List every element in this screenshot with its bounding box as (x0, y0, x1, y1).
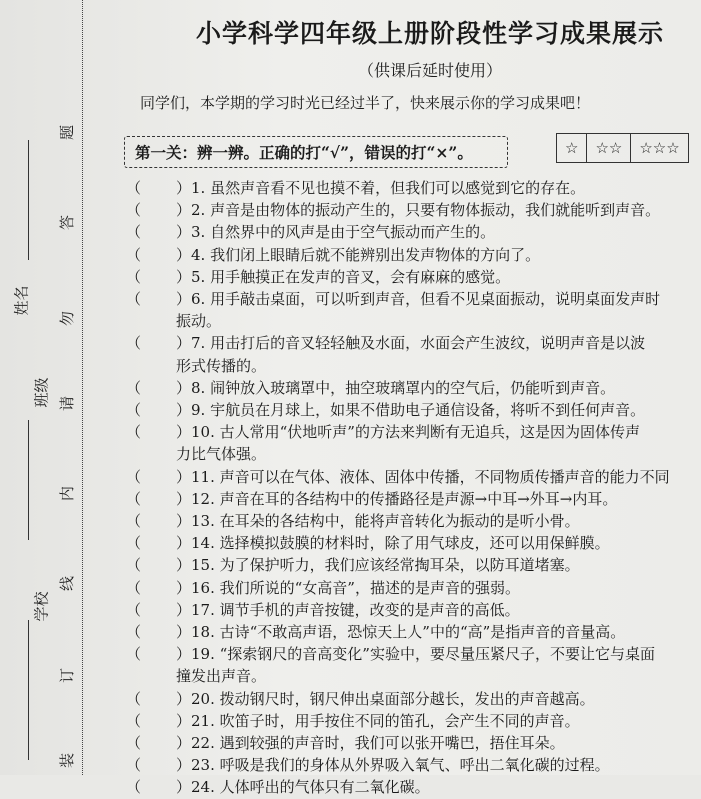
question-item (126, 532, 701, 554)
page-title: 小学科学四年级上册阶段性学习成果展示 (195, 19, 664, 48)
seal-char: 勿 (58, 310, 77, 327)
intro-text: 同学们，本学期的学习时光已经过半了，快来展示你的学习成果吧！ (140, 94, 591, 112)
question-item (126, 288, 701, 310)
question-item (126, 732, 701, 754)
question-item (126, 377, 701, 399)
answer-blank[interactable]: （ (126, 734, 142, 753)
question-text: ）20. 拨动钢尺时，钢尺伸出桌面部分越长，发出的声音越高。 (176, 689, 595, 708)
question-text: ）3. 自然界中的风声是由于空气振动而产生的。 (176, 223, 496, 242)
answer-blank[interactable]: （ (126, 556, 142, 575)
school-underline (28, 620, 29, 760)
answer-blank[interactable]: （ (126, 623, 142, 642)
question-item (126, 643, 701, 665)
question-text: ）5. 用手触摸正在发声的音叉，会有麻麻的感觉。 (176, 267, 511, 286)
page-subtitle: （供课后延时使用） (357, 61, 502, 80)
question-item (126, 221, 701, 243)
question-text: ）18. 古诗“不敢高声语，恐惊天上人”中的“高”是指声音的音量高。 (176, 623, 626, 642)
question-text: ）19. “探索钢尺的音高变化”实验中，要尽量压紧尺子，不要让它与桌面 (176, 645, 655, 664)
star-cell[interactable]: ☆ (557, 134, 587, 162)
question-text: ）22. 遇到较强的声音时，我们可以张开嘴巴，捂住耳朵。 (176, 734, 565, 753)
question-text: ）4. 我们闭上眼睛后就不能辨别出发声物体的方向了。 (176, 245, 541, 264)
question-text: ）12. 声音在耳的各结构中的传播路径是声源→中耳→外耳→内耳。 (176, 489, 618, 508)
answer-blank[interactable]: （ (126, 778, 142, 797)
question-text: ）8. 闹钟放入玻璃罩中，抽空玻璃罩内的空气后，仍能听到声音。 (176, 378, 616, 397)
answer-blank[interactable]: （ (126, 600, 142, 619)
answer-blank[interactable]: （ (126, 223, 142, 242)
question-text: ）14. 选择模拟鼓膜的材料时，除了用气球皮，还可以用保鲜膜。 (176, 534, 610, 553)
answer-blank[interactable]: （ (126, 645, 142, 664)
star-cell[interactable]: ☆☆☆ (639, 139, 680, 157)
question-continuation (126, 310, 701, 332)
question-item (126, 754, 701, 776)
question-text: ）23. 呼吸是我们的身体从外界吸入氧气、呼出二氧化碳的过程。 (176, 756, 610, 775)
answer-blank[interactable]: （ (126, 334, 142, 353)
name-underline (28, 140, 29, 260)
question-text: ）10. 古人常用“伏地听声”的方法来判断有无追兵，这是因为固体传声 (176, 423, 640, 442)
answer-blank[interactable]: （ (126, 711, 142, 730)
answer-blank[interactable]: （ (126, 401, 142, 420)
name-label: 姓名 (12, 285, 31, 316)
question-text: ）16. 我们所说的“女高音”，描述的是声音的强弱。 (176, 578, 520, 597)
question-text: ）15. 为了保护听力，我们应该经常掏耳朵，以防耳道堵塞。 (176, 556, 580, 575)
question-item (126, 688, 701, 710)
question-text: ）7. 用击打后的音叉轻轻触及水面，水面会产生波纹，说明声音是以波 (176, 334, 646, 353)
answer-blank[interactable]: （ (126, 378, 142, 397)
class-label: 班级 (32, 377, 51, 408)
question-item (126, 510, 701, 532)
answer-blank[interactable]: （ (126, 689, 142, 708)
school-label: 学校 (32, 591, 51, 622)
section-heading: 第一关：辨一辨。正确的打“√”，错误的打“×”。 (124, 136, 508, 168)
question-text-continued: 形式传播的。 (176, 356, 267, 375)
seal-char: 请 (58, 395, 77, 412)
question-text-continued: 撞发出声音。 (176, 667, 267, 686)
question-text: ）13. 在耳朵的各结构中，能将声音转化为振动的是听小骨。 (176, 512, 580, 531)
question-item (126, 599, 701, 621)
question-item (126, 466, 701, 488)
question-item (126, 199, 701, 221)
answer-blank[interactable]: （ (126, 756, 142, 775)
question-text-continued: 力比气体强。 (176, 445, 267, 464)
answer-blank[interactable]: （ (126, 245, 142, 264)
class-underline (28, 420, 29, 540)
question-continuation (126, 665, 701, 687)
question-item (126, 577, 701, 599)
seal-char: 内 (58, 485, 77, 502)
seal-char: 订 (58, 667, 77, 684)
question-list (126, 177, 701, 799)
seal-char: 装 (58, 752, 77, 769)
question-continuation (126, 443, 701, 465)
question-text: ）21. 吹笛子时，用手按住不同的笛孔，会产生不同的声音。 (176, 711, 580, 730)
question-item (126, 776, 701, 798)
seal-char: 答 (58, 214, 77, 231)
answer-blank[interactable]: （ (126, 534, 142, 553)
answer-blank[interactable]: （ (126, 267, 142, 286)
question-item (126, 177, 701, 199)
question-text: ）2. 声音是由物体的振动产生的，只要有物体振动，我们就能听到声音。 (176, 201, 661, 220)
question-text: ）11. 声音可以在气体、液体、固体中传播，不同物质传播声音的能力不同 (176, 467, 670, 486)
answer-blank[interactable]: （ (126, 290, 142, 309)
answer-blank[interactable]: （ (126, 201, 142, 220)
question-item (126, 488, 701, 510)
question-continuation (126, 355, 701, 377)
question-text-continued: 振动。 (176, 312, 222, 331)
star-rating-box (556, 133, 689, 163)
question-text: ）17. 调节手机的声音按键，改变的是声音的高低。 (176, 600, 520, 619)
seal-char: 线 (58, 575, 77, 592)
question-text: ）6. 用手敲击桌面，可以听到声音，但看不见桌面振动，说明桌面发声时 (176, 290, 661, 309)
binding-margin (0, 0, 118, 775)
question-text: ）24. 人体呼出的气体只有二氧化碳。 (176, 778, 430, 797)
question-item (126, 266, 701, 288)
question-item (126, 710, 701, 732)
seal-char: 题 (58, 124, 77, 141)
question-item (126, 421, 701, 443)
question-item (126, 399, 701, 421)
answer-blank[interactable]: （ (126, 489, 142, 508)
answer-blank[interactable]: （ (126, 512, 142, 531)
answer-blank[interactable]: （ (126, 467, 142, 486)
answer-blank[interactable]: （ (126, 423, 142, 442)
question-item (126, 621, 701, 643)
seal-line (82, 0, 83, 775)
question-text: ）1. 虽然声音看不见也摸不着，但我们可以感觉到它的存在。 (176, 179, 586, 197)
question-item (126, 332, 701, 354)
question-item (126, 554, 701, 576)
star-cell[interactable]: ☆☆ (587, 134, 631, 162)
question-item (126, 244, 701, 266)
answer-blank[interactable]: （ (126, 179, 142, 197)
question-text: ）9. 宇航员在月球上，如果不借助电子通信设备，将听不到任何声音。 (176, 401, 646, 420)
answer-blank[interactable]: （ (126, 578, 142, 597)
